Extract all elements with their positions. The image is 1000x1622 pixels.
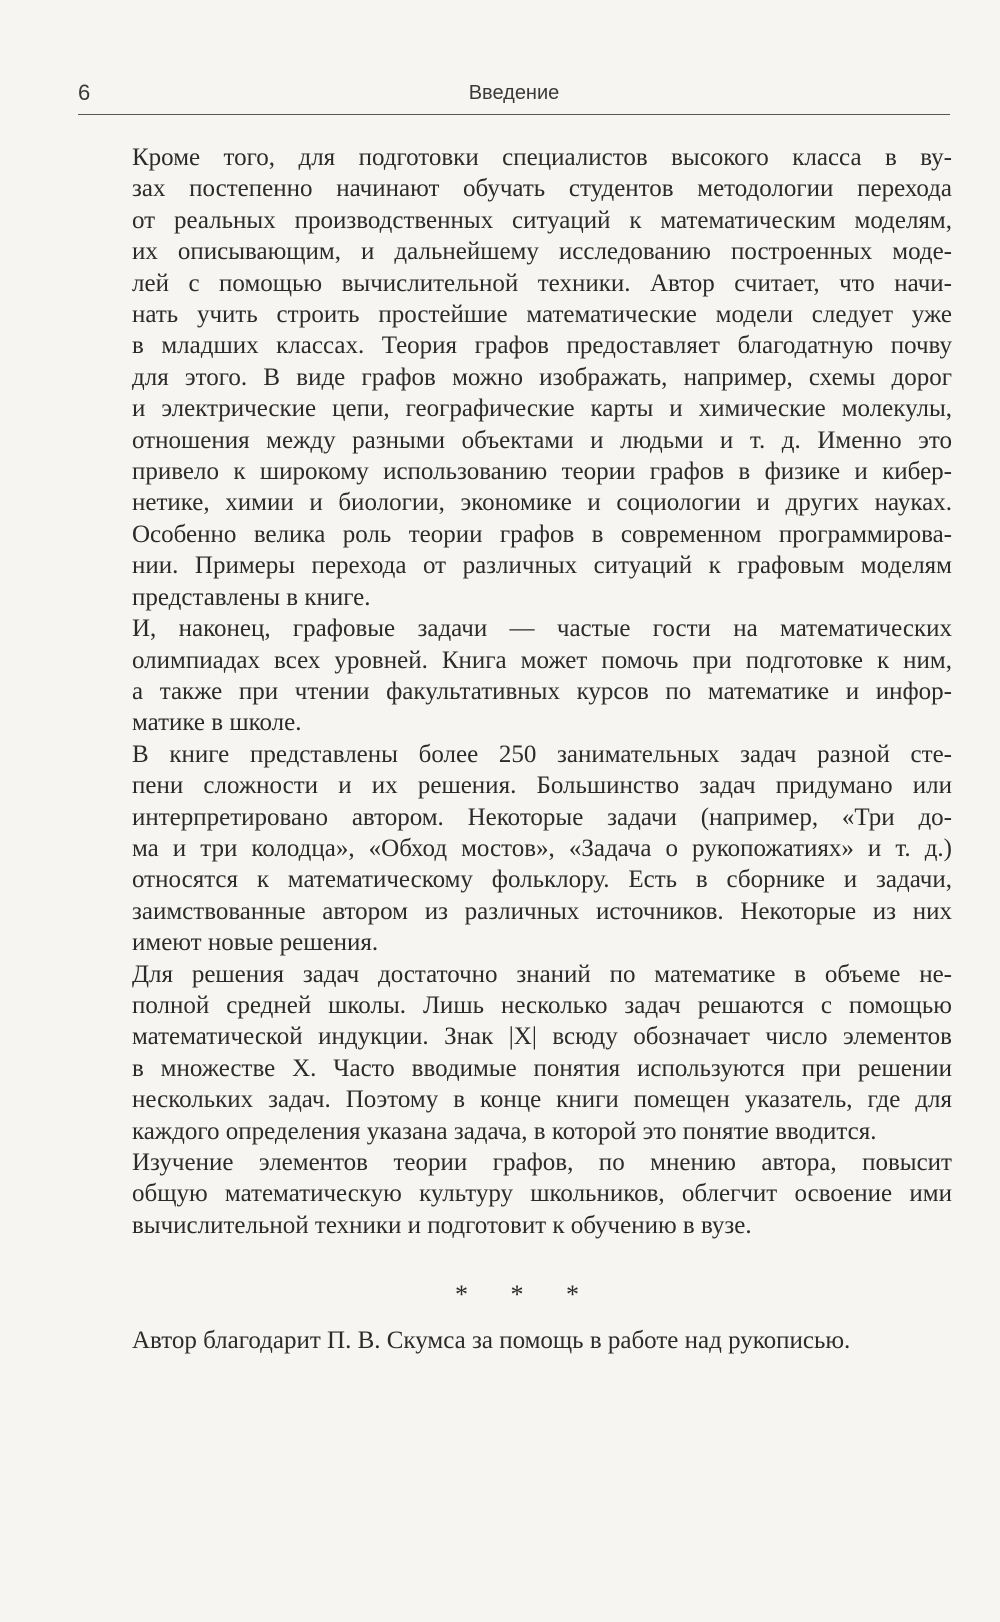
text-line: отношения между разными объектами и людьми и т. д. Именно это bbox=[132, 426, 952, 454]
page-number: 6 bbox=[78, 80, 91, 105]
section-separator: * * * bbox=[455, 1280, 597, 1310]
paragraph-2 bbox=[82, 613, 952, 739]
running-title: Введение bbox=[468, 82, 560, 104]
text-line: нать учить строить простейшие математические модели следует уже bbox=[132, 301, 952, 329]
paragraph-3 bbox=[82, 739, 952, 959]
text-line: нетике, химии и биологии, экономике и социологии и других науках. bbox=[132, 489, 952, 517]
text-line: относятся к математическому фольклору. Есть в сборнике и задачи, bbox=[132, 866, 952, 894]
text-line: Особенно велика роль теории графов в современном программирова- bbox=[132, 520, 952, 548]
text-line: матике в школе. bbox=[132, 709, 302, 737]
text-line: ма и три колодца», «Обход мостов», «Задача о рукопожатиях» и т. д.) bbox=[132, 834, 952, 862]
text-line: нии. Примеры перехода от различных ситуаций к графовым моделям bbox=[132, 552, 952, 580]
text-line: каждого определения указана задача, в которой это понятие вводится. bbox=[132, 1117, 877, 1145]
paragraph-5 bbox=[82, 1147, 952, 1241]
text-line: интерпретировано автором. Некоторые задачи (например, «Три до- bbox=[132, 803, 952, 831]
page-body bbox=[82, 142, 952, 1356]
text-line: зах постепенно начинают обучать студентов методологии перехода bbox=[132, 175, 952, 203]
text-line: а также при чтении факультативных курсов по математике и инфор- bbox=[132, 677, 952, 705]
text-line: представлены в книге. bbox=[132, 583, 371, 611]
text-line: Изучение элементов теории графов, по мнению автора, повысит bbox=[132, 1149, 952, 1176]
text-line: полной средней школы. Лишь несколько задач решаются с помощью bbox=[132, 991, 952, 1019]
text-line: Кроме того, для подготовки специалистов высокого класса в ву- bbox=[132, 144, 952, 171]
page-header bbox=[78, 78, 950, 115]
paragraph-4 bbox=[82, 959, 952, 1147]
text-line: в множестве X. Часто вводимые понятия используются при решении bbox=[132, 1054, 952, 1082]
text-line: пени сложности и их решения. Большинство задач придумано или bbox=[132, 772, 952, 800]
text-line: общую математическую культуру школьников, облегчит освоение ими bbox=[132, 1180, 952, 1208]
text-line: Для решения задач достаточно знаний по математике в объеме не- bbox=[132, 960, 952, 988]
paragraph-1 bbox=[82, 142, 952, 613]
text-line: И, наконец, графовые задачи — частые гости на математических bbox=[132, 615, 952, 643]
text-line: их описывающим, и дальнейшему исследованию построенных моде- bbox=[132, 238, 952, 266]
text-line: и электрические цепи, географические карты и химические молекулы, bbox=[132, 395, 952, 423]
text-line: нескольких задач. Поэтому в конце книги помещен указатель, где для bbox=[132, 1086, 952, 1114]
text-line: олимпиадах всех уровней. Книга может помочь при подготовке к ним, bbox=[132, 646, 952, 674]
text-line: имеют новые решения. bbox=[132, 929, 379, 957]
text-line: вычислительной техники и подготовит к обучению в вузе. bbox=[132, 1211, 752, 1239]
text-line: В книге представлены более 250 занимательных задач разной сте- bbox=[132, 740, 952, 768]
text-line: в младших классах. Теория графов предоставляет благодатную почву bbox=[132, 332, 952, 360]
text-line: математической индукции. Знак |X| всюду обозначает число элементов bbox=[132, 1023, 952, 1051]
text-line: заимствованные автором из различных источников. Некоторые из них bbox=[132, 897, 952, 925]
text-line: лей с помощью вычислительной техники. Автор считает, что начи- bbox=[132, 269, 952, 297]
acknowledgement: Автор благодарит П. В. Скумса за помощь в работе над рукописью. bbox=[132, 1326, 851, 1354]
text-line: от реальных производственных ситуаций к математическим моделям, bbox=[132, 206, 952, 234]
text-line: для этого. В виде графов можно изображать, например, схемы дорог bbox=[132, 363, 952, 391]
text-line: привело к широкому использованию теории графов в физике и кибер- bbox=[132, 458, 952, 486]
